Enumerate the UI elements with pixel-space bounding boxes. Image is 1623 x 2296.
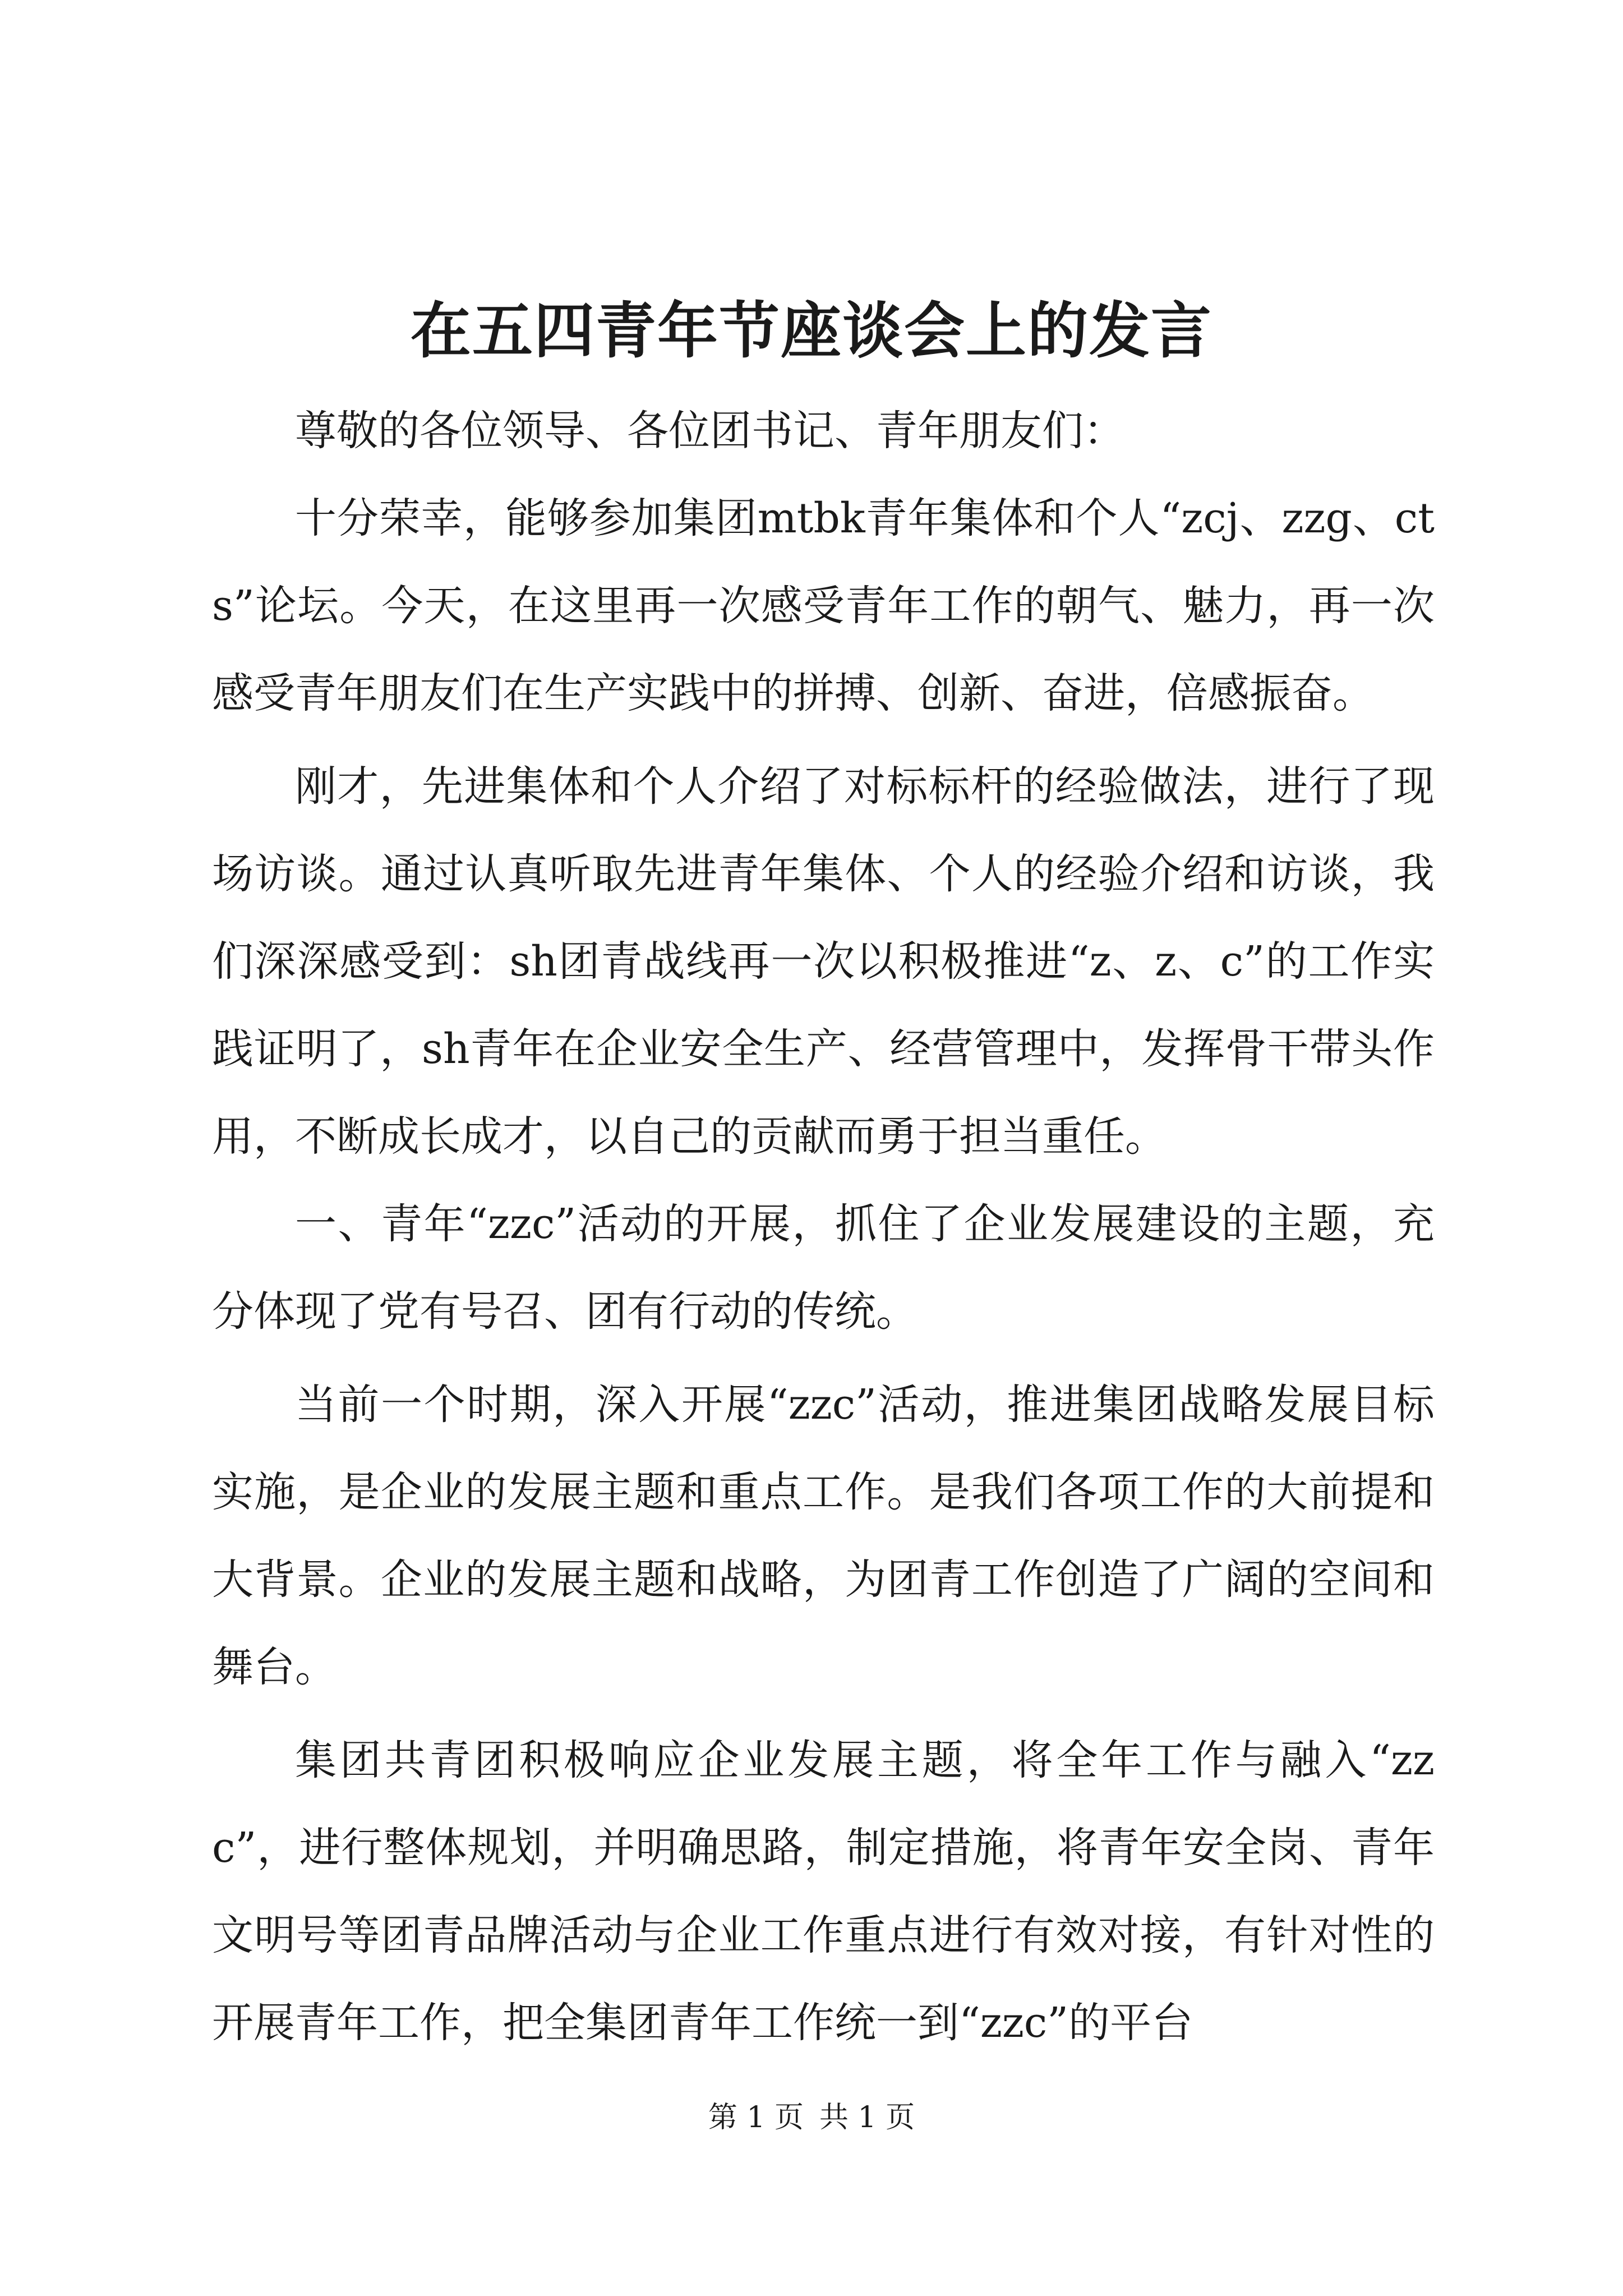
page-footer — [0, 2098, 1623, 2137]
page-total: 共 1 页 — [819, 2101, 915, 2134]
paragraph: 十分荣幸，能够参加集团mtbk青年集体和个人“zcj、zzg、cts”论坛。今天，在这里再一次感受青年工作的朝气、魅力，再一次感受青年朋友们在生产实践中的拼搏、创新、奋进，倍感振奋。 — [212, 494, 1435, 717]
section-heading-paragraph: 一、青年“zzc”活动的开展，抓住了企业发展建设的主题，充分体现了党有号召、团有行动的传统。 — [212, 1200, 1435, 1336]
paragraph: 当前一个时期，深入开展“zzc”活动，推进集团战略发展目标实施，是企业的发展主题和重点工作。是我们各项工作的大前提和大背景。企业的发展主题和战略，为团青工作创造了广阔的空间和舞台。 — [212, 1381, 1435, 1691]
paragraph: 集团共青团积极响应企业发展主题，将全年工作与融入“zzc”，进行整体规划，并明确思路，制定措施，将青年安全岗、青年文明号等团青品牌活动与企业工作重点进行有效对接，有针对性的开展青年工作，把全集团青年工作统一到“zzc”的平台 — [212, 1736, 1435, 2047]
paragraph: 刚才，先进集体和个人介绍了对标标杆的经验做法，进行了现场访谈。通过认真听取先进青年集体、个人的经验介绍和访谈，我们深深感受到：sh团青战线再一次以积极推进“z、z、c”的工作实践证明了，sh青年在企业安全生产、经营管理中，发挥骨干带头作用，不断成长成才，以自己的贡献而勇于担当重任。 — [212, 762, 1435, 1161]
document-body — [212, 387, 1435, 2067]
document-title: 在五四青年节座谈会上的发言 — [410, 296, 1212, 366]
paragraph-salutation: 尊敬的各位领导、各位团书记、青年朋友们： — [295, 407, 1125, 455]
page-number: 第 1 页 — [708, 2101, 804, 2134]
